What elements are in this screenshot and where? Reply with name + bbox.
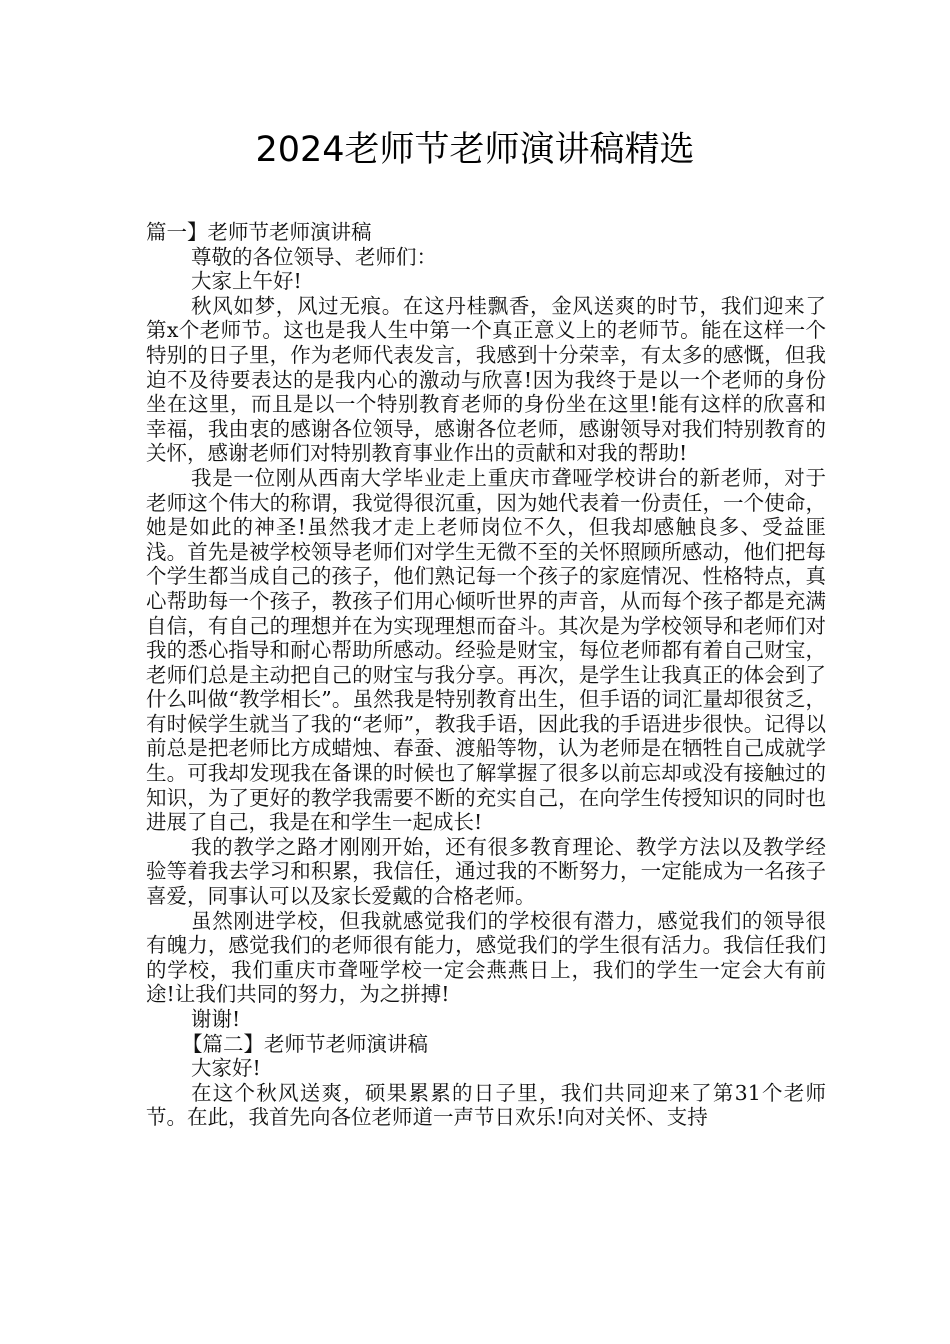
section-heading-2: 【篇二】老师节老师演讲稿 xyxy=(182,1031,428,1056)
closing-thanks: 谢谢! xyxy=(191,1007,241,1031)
paragraph: 秋风如梦，风过无痕。在这丹桂飘香，金风送爽的时节，我们迎来了第x个老师节。这也是我人生中第一个真正意义上的老师节。能在这样一个特别的日子里，作为老师代表发言，我感到十分荣幸，有太多的感慨，但我迫不及待要表达的是我内心的激动与欣喜!因为我终于是以一个老师的身份坐在这里，而且是以一个特别教育老师的身份坐在这里!能有这样的欣喜和幸福，我由衷的感谢各位领导，感谢各位老师，感谢领导对我们特别教育的关怀，感谢老师们对特别教育事业作出的贡献和对我的帮助! xyxy=(146,293,826,466)
document-body xyxy=(146,220,826,1130)
greeting: 大家上午好! xyxy=(191,269,302,294)
paragraph: 在这个秋风送爽，硕果累累的日子里，我们共同迎来了第31个老师节。在此，我首先向各位老师道一声节日欢乐!向对关怀、支持 xyxy=(146,1080,826,1130)
greeting: 大家好! xyxy=(191,1056,261,1081)
document-title: 2024老师节老师演讲稿精选 xyxy=(255,130,695,170)
paragraph: 我的教学之路才刚刚开始，还有很多教育理论、教学方法以及教学经验等着我去学习和积累，我信任，通过我的不断努力，一定能成为一名孩子喜爱，同事认可以及家长爱戴的合格老师。 xyxy=(146,834,826,909)
paragraph: 我是一位刚从西南大学毕业走上重庆市聋哑学校讲台的新老师，对于老师这个伟大的称谓，我觉得很沉重，因为她代表着一份责任，一个使命，她是如此的神圣!虽然我才走上老师岗位不久，但我却感触良多、受益匪浅。首先是被学校领导老师们对学生无微不至的关怀照顾所感动，他们把每个学生都当成自己的孩子，他们熟记每一个孩子的家庭情况、性格特点，真心帮助每一个孩子，教孩子们用心倾听世界的声音，从而每个孩子都是充满自信，有自己的理想并在为实现理想而奋斗。其次是为学校领导和老师们对我的悉心指导和耐心帮助所感动。经验是财宝，每位老师都有着自己财宝，老师们总是主动把自己的财宝与我分享。再次，是学生让我真正的体会到了什么叫做“教学相长”。虽然我是特别教育出生，但手语的词汇量却很贫乏，有时候学生就当了我的“老师”，教我手语，因此我的手语进步很快。记得以前总是把老师比方成蜡烛、春蚕、渡船等物，认为老师是在牺牲自己成就学生。可我却发现我在备课的时候也了解掌握了很多以前忘却或没有接触过的知识，为了更好的教学我需要不断的充实自己，在向学生传授知识的同时也进展了自己，我是在和学生一起成长! xyxy=(146,465,826,835)
salutation: 尊敬的各位领导、老师们： xyxy=(191,244,437,269)
section-heading-1: 篇一】老师节老师演讲稿 xyxy=(146,220,372,244)
paragraph: 虽然刚进学校，但我就感觉我们的学校很有潜力，感觉我们的领导很有魄力，感觉我们的老师很有能力，感觉我们的学生很有活力。我信任我们的学校，我们重庆市聋哑学校一定会燕燕日上，我们的学生一定会大有前途!让我们共同的努力，为之拼搏! xyxy=(146,908,826,1007)
